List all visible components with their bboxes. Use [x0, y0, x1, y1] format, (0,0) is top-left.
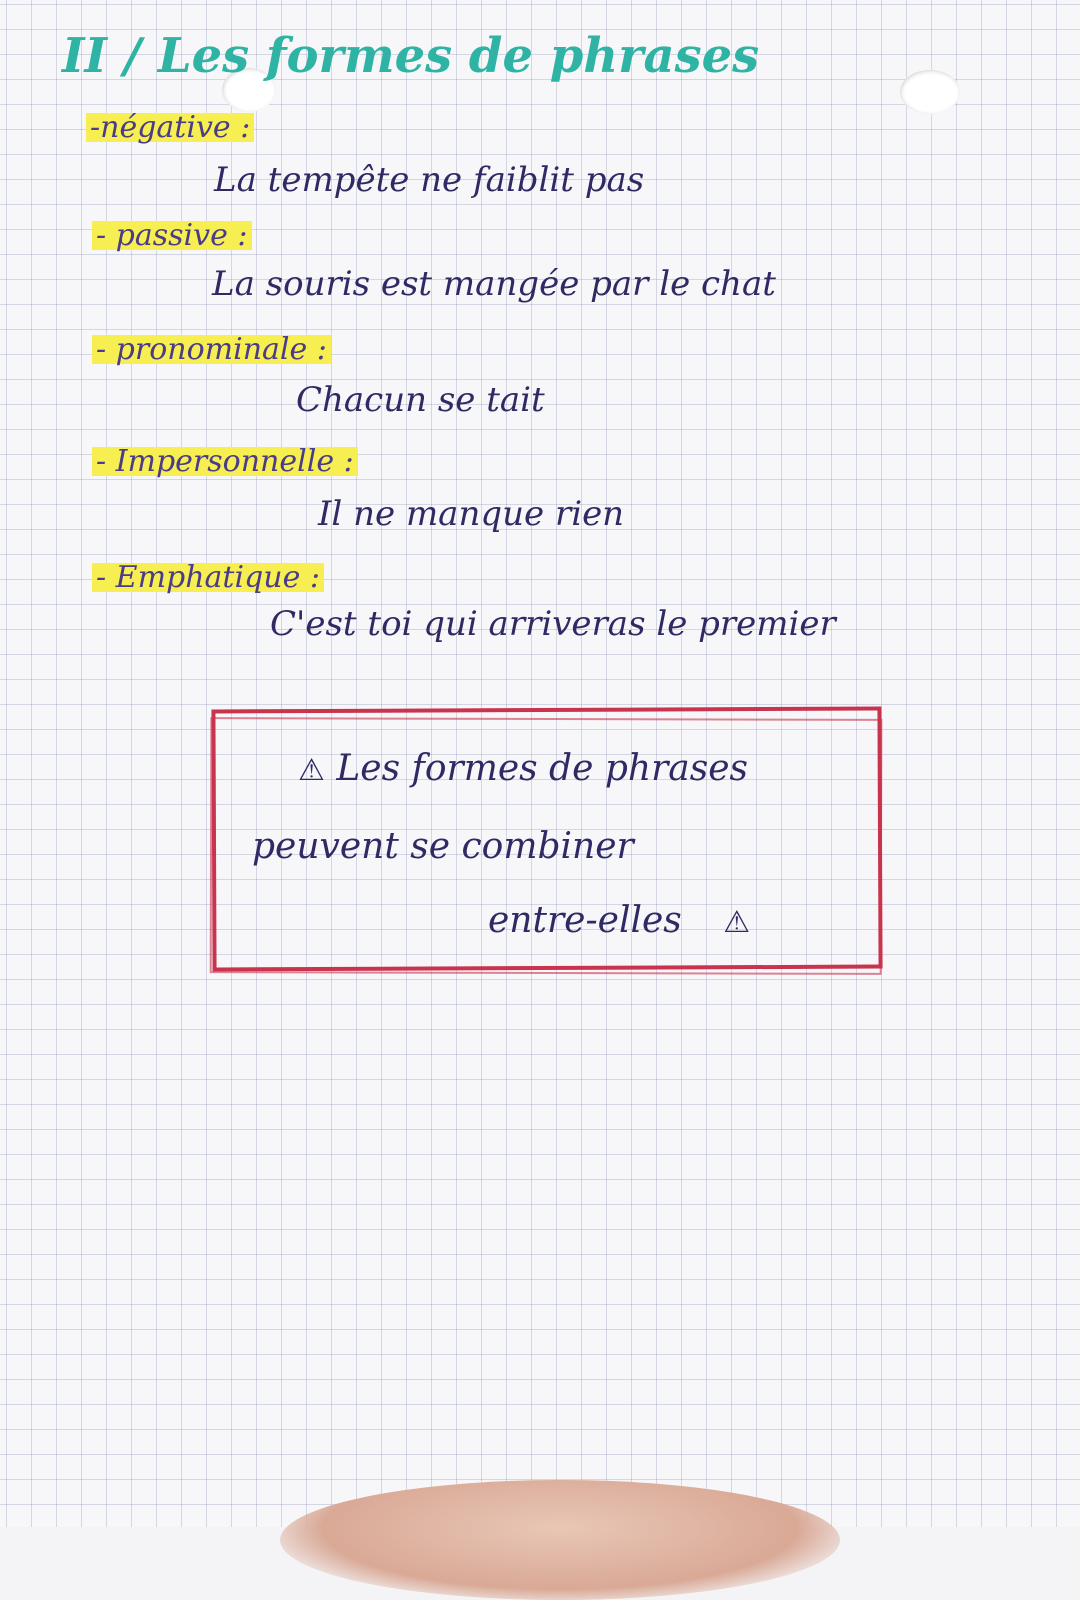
- page-title: II / Les formes de phrases: [62, 28, 760, 84]
- item-label-pronominale: - pronominale :: [92, 332, 331, 367]
- finger: [280, 1480, 840, 1600]
- punch-hole: [900, 70, 960, 114]
- item-label-emphatique: - Emphatique :: [92, 560, 324, 595]
- note-line-2: peuvent se combiner: [252, 826, 634, 867]
- warning-icon: ⚠: [298, 753, 325, 788]
- item-example-pronominale: Chacun se tait: [296, 380, 545, 420]
- note-line-3: entre-elles ⚠: [488, 900, 751, 941]
- note-line-1: ⚠ Les formes de phrases: [298, 748, 749, 789]
- item-example-negative: La tempête ne faiblit pas: [214, 160, 645, 200]
- item-example-emphatique: C'est toi qui arriveras le premier: [270, 604, 836, 644]
- warning-icon: ⚠: [723, 905, 751, 940]
- item-example-impersonnelle: Il ne manque rien: [318, 494, 625, 534]
- item-label-negative: -négative :: [86, 110, 254, 145]
- item-label-passive: - passive :: [92, 218, 252, 253]
- item-example-passive: La souris est mangée par le chat: [212, 264, 776, 304]
- item-label-impersonnelle: - Impersonnelle :: [92, 444, 358, 479]
